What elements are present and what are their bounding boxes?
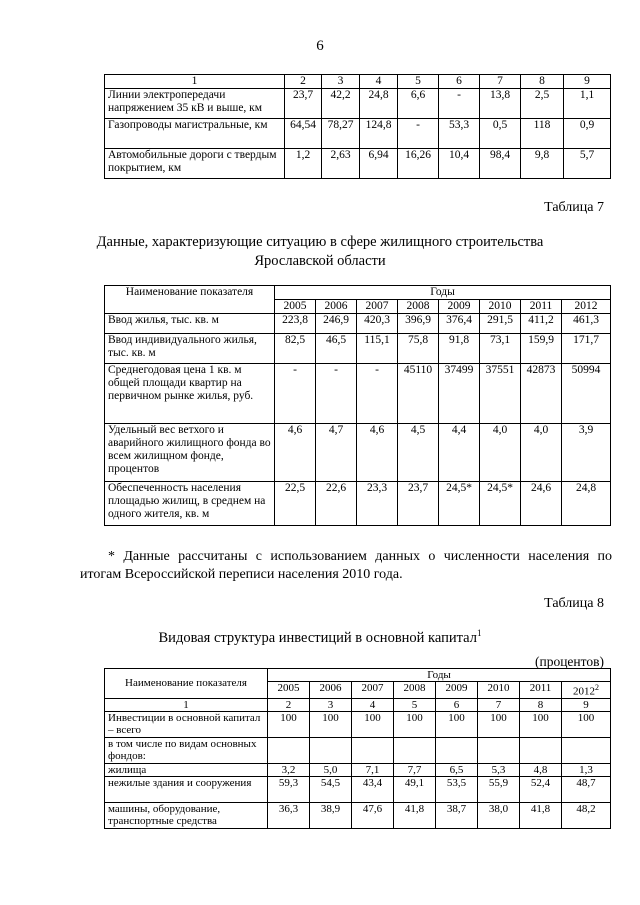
row-name: в том числе по видам основных фондов: [105, 737, 268, 763]
table-row [105, 424, 611, 482]
value-cell: 1,1 [564, 89, 611, 119]
number-cell: 7 [478, 698, 520, 711]
value-cell: 42,2 [322, 89, 360, 119]
footnote: * Данные рассчитаны с использованием данных о численности населения по итогам Всероссийской переписи населения 2010 года. [80, 549, 612, 582]
year-cell: 2011 [520, 682, 562, 699]
value-cell: 411,2 [521, 314, 562, 334]
table-7 [104, 285, 611, 526]
value-cell: 43,4 [352, 776, 394, 802]
value-cell: 53,3 [439, 119, 480, 149]
value-cell: 78,27 [322, 119, 360, 149]
value-cell: 54,5 [310, 776, 352, 802]
value-cell: 22,5 [275, 482, 316, 526]
header-cell: 2 [285, 75, 322, 89]
value-cell: 4,6 [275, 424, 316, 482]
year-label: 2012 [573, 685, 596, 698]
value-cell: 118 [521, 119, 564, 149]
value-cell: 23,7 [398, 482, 439, 526]
year-cell: 2012 [562, 300, 611, 314]
value-cell: 52,4 [520, 776, 562, 802]
value-cell: 49,1 [394, 776, 436, 802]
year-cell: 2007 [352, 682, 394, 699]
year-cell: 2011 [521, 300, 562, 314]
value-cell: 0,9 [564, 119, 611, 149]
value-cell: - [316, 364, 357, 424]
value-cell: 24,8 [360, 89, 398, 119]
table8-title [0, 624, 640, 648]
value-cell: 4,0 [521, 424, 562, 482]
value-cell: 46,5 [316, 334, 357, 364]
value-cell [436, 737, 478, 763]
value-cell: - [439, 89, 480, 119]
value-cell: 16,26 [398, 149, 439, 179]
value-cell [478, 737, 520, 763]
value-cell: 2,5 [521, 89, 564, 119]
value-cell: 47,6 [352, 802, 394, 828]
value-cell: 100 [310, 711, 352, 737]
header-cell: 4 [360, 75, 398, 89]
value-cell: 24,8 [562, 482, 611, 526]
table-row [105, 314, 611, 334]
value-cell: 6,94 [360, 149, 398, 179]
table-row [105, 776, 611, 802]
value-cell: 13,8 [480, 89, 521, 119]
value-cell: 5,3 [478, 763, 520, 776]
table-header-row [105, 75, 611, 89]
number-cell: 4 [352, 698, 394, 711]
value-cell: 41,8 [520, 802, 562, 828]
years-header: Годы [275, 286, 611, 300]
value-cell: 4,4 [439, 424, 480, 482]
row-name: Ввод жилья, тыс. кв. м [105, 314, 275, 334]
value-cell: 9,8 [521, 149, 564, 179]
value-cell: 48,2 [562, 802, 611, 828]
value-cell: 37499 [439, 364, 480, 424]
value-cell: 37551 [480, 364, 521, 424]
number-cell: 8 [520, 698, 562, 711]
value-cell: 55,9 [478, 776, 520, 802]
header-cell: 9 [564, 75, 611, 89]
number-cell: 3 [310, 698, 352, 711]
value-cell: 38,7 [436, 802, 478, 828]
value-cell: 4,6 [357, 424, 398, 482]
value-cell: 41,8 [394, 802, 436, 828]
value-cell: 48,7 [562, 776, 611, 802]
header-cell: 5 [398, 75, 439, 89]
numbering-row [105, 698, 611, 711]
table-row [105, 149, 611, 179]
value-cell: 23,3 [357, 482, 398, 526]
number-cell: 1 [105, 698, 268, 711]
value-cell: 4,8 [520, 763, 562, 776]
row-name: машины, оборудование, транспортные средства [105, 802, 268, 828]
table8-title-text: Видовая структура инвестиций в основной капитал [158, 629, 477, 646]
value-cell: 0,5 [480, 119, 521, 149]
value-cell [394, 737, 436, 763]
row-name: Линии электропередачи напряжением 35 кВ и выше, км [105, 89, 285, 119]
value-cell [562, 737, 611, 763]
value-cell: 91,8 [439, 334, 480, 364]
table7-label: Таблица 7 [544, 200, 604, 215]
value-cell: 5,0 [310, 763, 352, 776]
year-cell [562, 682, 611, 699]
value-cell: 7,1 [352, 763, 394, 776]
value-cell: 171,7 [562, 334, 611, 364]
value-cell: 3,9 [562, 424, 611, 482]
value-cell: 376,4 [439, 314, 480, 334]
year-footnote-mark: 2 [595, 683, 600, 692]
value-cell: 53,5 [436, 776, 478, 802]
table-row [105, 482, 611, 526]
header-cell: 3 [322, 75, 360, 89]
year-cell: 2010 [480, 300, 521, 314]
value-cell: 64,54 [285, 119, 322, 149]
name-header: Наименование показателя [105, 669, 268, 699]
value-cell: 420,3 [357, 314, 398, 334]
value-cell: 100 [478, 711, 520, 737]
row-name: Среднегодовая цена 1 кв. м общей площади квартир на первичном рынке жилья, руб. [105, 364, 275, 424]
number-cell: 5 [394, 698, 436, 711]
year-cell: 2008 [398, 300, 439, 314]
value-cell: 115,1 [357, 334, 398, 364]
row-name: жилища [105, 763, 268, 776]
year-cell: 2010 [478, 682, 520, 699]
value-cell: 461,3 [562, 314, 611, 334]
table8-title-footnote-mark: 1 [476, 628, 482, 638]
table8-label: Таблица 8 [544, 596, 604, 611]
number-cell: 9 [562, 698, 611, 711]
year-cell: 2008 [394, 682, 436, 699]
table-row [105, 364, 611, 424]
number-cell: 2 [268, 698, 310, 711]
value-cell: 73,1 [480, 334, 521, 364]
value-cell: 36,3 [268, 802, 310, 828]
years-header: Годы [268, 669, 611, 682]
value-cell: 1,3 [562, 763, 611, 776]
value-cell: - [398, 119, 439, 149]
header-cell: 1 [105, 75, 285, 89]
value-cell: - [275, 364, 316, 424]
value-cell: 396,9 [398, 314, 439, 334]
row-name: Ввод индивидуального жилья, тыс. кв. м [105, 334, 275, 364]
table-row [105, 334, 611, 364]
row-name: Автомобильные дороги с твердым покрытием, км [105, 149, 285, 179]
value-cell: 98,4 [480, 149, 521, 179]
table8-units: (процентов) [534, 654, 604, 669]
value-cell [310, 737, 352, 763]
value-cell: 59,3 [268, 776, 310, 802]
year-cell: 2009 [439, 300, 480, 314]
value-cell [268, 737, 310, 763]
row-name: Удельный вес ветхого и аварийного жилищного фонда во всем жилищном фонде, процентов [105, 424, 275, 482]
value-cell: 7,7 [394, 763, 436, 776]
year-cell: 2007 [357, 300, 398, 314]
value-cell: 5,7 [564, 149, 611, 179]
table-header-row [105, 669, 611, 682]
value-cell: 4,5 [398, 424, 439, 482]
name-header: Наименование показателя [105, 286, 275, 314]
value-cell: 38,0 [478, 802, 520, 828]
value-cell: 291,5 [480, 314, 521, 334]
value-cell: 42873 [521, 364, 562, 424]
row-name: Инвестиции в основной капитал – всего [105, 711, 268, 737]
value-cell: 82,5 [275, 334, 316, 364]
header-cell: 7 [480, 75, 521, 89]
value-cell: 45110 [398, 364, 439, 424]
table7-title-line2: Ярославской области [254, 253, 386, 269]
value-cell: 38,9 [310, 802, 352, 828]
value-cell: 4,7 [316, 424, 357, 482]
table-row [105, 763, 611, 776]
value-cell: 23,7 [285, 89, 322, 119]
value-cell [520, 737, 562, 763]
value-cell: 246,9 [316, 314, 357, 334]
value-cell: 22,6 [316, 482, 357, 526]
value-cell: 75,8 [398, 334, 439, 364]
table-row [105, 711, 611, 737]
value-cell: 3,2 [268, 763, 310, 776]
table-header-row [105, 286, 611, 300]
header-cell: 8 [521, 75, 564, 89]
value-cell: 6,6 [398, 89, 439, 119]
value-cell: 24,5* [480, 482, 521, 526]
page-number: 6 [316, 38, 324, 54]
value-cell: 159,9 [521, 334, 562, 364]
value-cell: 100 [352, 711, 394, 737]
value-cell: 2,63 [322, 149, 360, 179]
year-cell: 2005 [268, 682, 310, 699]
value-cell [352, 737, 394, 763]
value-cell: 100 [562, 711, 611, 737]
table-8 [104, 668, 611, 829]
number-cell: 6 [436, 698, 478, 711]
table-continuation [104, 74, 611, 179]
value-cell: 10,4 [439, 149, 480, 179]
table-row [105, 119, 611, 149]
value-cell: 6,5 [436, 763, 478, 776]
value-cell: 100 [268, 711, 310, 737]
value-cell: 1,2 [285, 149, 322, 179]
value-cell: 50994 [562, 364, 611, 424]
table7-title-line1: Данные, характеризующие ситуацию в сфере жилищного строительства [96, 234, 544, 250]
table-row [105, 802, 611, 828]
row-name: Газопроводы магистральные, км [105, 119, 285, 149]
year-cell: 2006 [310, 682, 352, 699]
year-cell: 2006 [316, 300, 357, 314]
value-cell: 24,5* [439, 482, 480, 526]
value-cell: 24,6 [521, 482, 562, 526]
year-cell: 2005 [275, 300, 316, 314]
value-cell: 124,8 [360, 119, 398, 149]
value-cell: - [357, 364, 398, 424]
header-cell: 6 [439, 75, 480, 89]
year-cell: 2009 [436, 682, 478, 699]
value-cell: 100 [520, 711, 562, 737]
value-cell: 100 [394, 711, 436, 737]
value-cell: 223,8 [275, 314, 316, 334]
value-cell: 4,0 [480, 424, 521, 482]
row-name: нежилые здания и сооружения [105, 776, 268, 802]
row-name: Обеспеченность населения площадью жилищ, в среднем на одного жителя, кв. м [105, 482, 275, 526]
value-cell: 100 [436, 711, 478, 737]
table-row [105, 737, 611, 763]
table-row [105, 89, 611, 119]
